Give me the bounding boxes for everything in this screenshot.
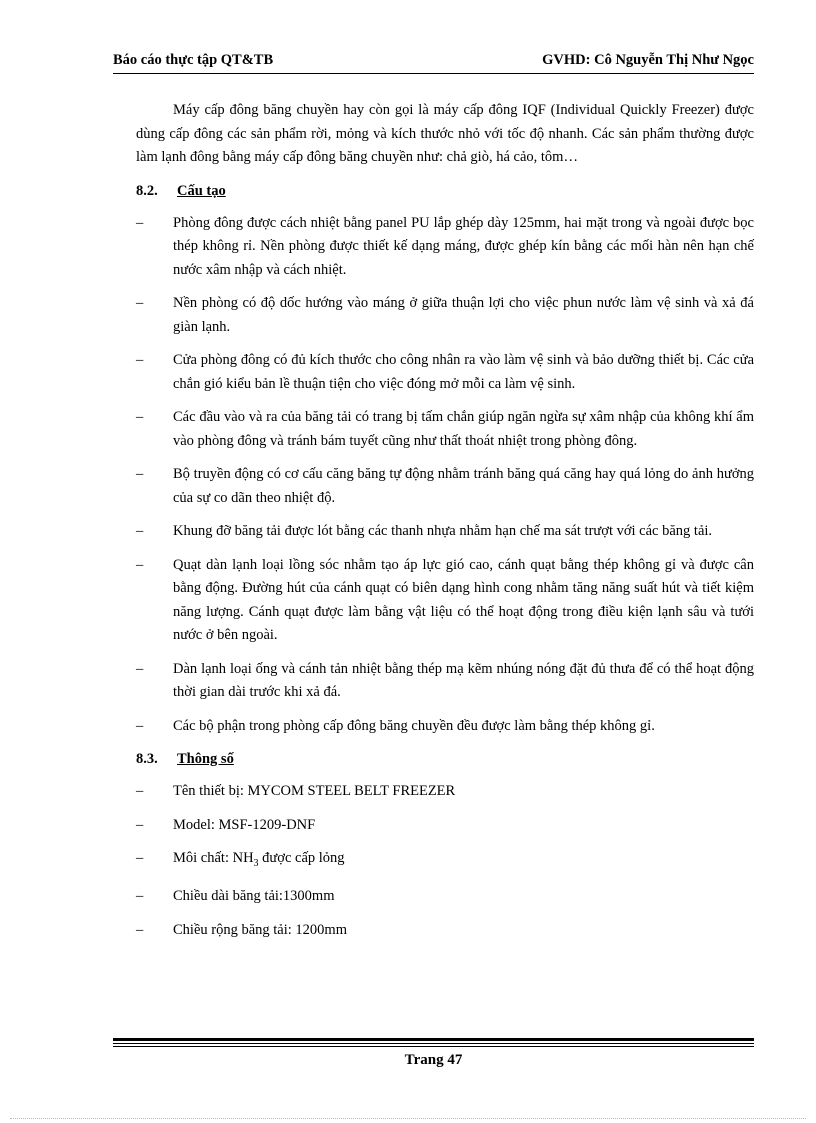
dash-bullet: –: [136, 409, 144, 425]
specs-list: [136, 780, 754, 942]
spec-refrigerant: [136, 847, 754, 875]
page-number: Trang 47: [404, 1052, 463, 1068]
spec-model: [136, 814, 754, 838]
structure-list: [136, 212, 754, 739]
dash-bullet: –: [136, 523, 144, 539]
dash-bullet: –: [136, 556, 144, 573]
list-item: [136, 349, 754, 396]
section-title: Cấu tạo: [177, 182, 226, 199]
dash-bullet: –: [136, 466, 144, 482]
list-item: [136, 406, 754, 453]
dash-bullet: –: [136, 888, 144, 905]
spec-belt-length: [136, 885, 754, 909]
spec-text: Chiều rộng băng tải: 1200mm: [173, 921, 347, 938]
footer-rule-thin: [113, 1043, 754, 1044]
header-report-title: Báo cáo thực tập QT&TB: [113, 52, 274, 68]
dash-bullet: –: [136, 783, 144, 799]
intro-paragraph: Máy cấp đông băng chuyền hay còn gọi là máy cấp đông IQF (Individual Quickly Freezer) được dùng cấp đông các sản phẩm rời, mỏng và kích thước nhỏ với tốc độ nhanh. Các sản phẩm thường được làm lạnh đông bằng máy cấp đông băng chuyền như: chả giò, há cảo, tôm…: [136, 102, 754, 165]
list-item-text: Phòng đông được cách nhiệt bằng panel PU lắp ghép dày 125mm, hai mặt trong và ngoài được bọc thép không rỉ. Nền phòng được thiết kế dạng máng, được ghép kín bằng các mối hàn nên hạn chế nước xâm nhập và cách nhiệt.: [173, 214, 754, 278]
section-number: 8.3.: [136, 751, 158, 767]
page-body: [136, 99, 754, 952]
dash-bullet: –: [136, 295, 144, 311]
header-supervisor: GVHD: Cô Nguyễn Thị Như Ngọc: [542, 52, 754, 68]
spec-belt-width: [136, 919, 754, 943]
spec-text: Model: MSF-1209-DNF: [173, 816, 316, 833]
spec-text: Chiều dài băng tải:1300mm: [173, 888, 335, 905]
section-heading-8-2: [136, 180, 754, 203]
footer-rule-thick: [113, 1038, 754, 1041]
list-item-text: Quạt dàn lạnh loại lồng sóc nhằm tạo áp lực gió cao, cánh quạt bằng thép không gỉ và được cân bằng động. Đường hút của cánh quạt có biên dạng hình cong nhằm tăng năng suất hút và tiết kiệm năng lượng. Cánh quạt được làm bằng vật liệu có thể hoạt động trong điều kiện lạnh sâu và tưới nước ở bên ngoài.: [173, 556, 754, 643]
section-number: 8.2.: [136, 182, 158, 199]
spec-device-name: [136, 780, 754, 804]
dash-bullet: –: [136, 717, 144, 734]
list-item: [136, 715, 754, 739]
spec-text: Môi chất: NH: [173, 850, 254, 866]
dash-bullet: –: [136, 660, 144, 677]
spec-subscript: 3: [253, 857, 259, 869]
spec-text: Tên thiết bị: MYCOM STEEL BELT FREEZER: [173, 783, 456, 799]
list-item-text: Các đầu vào và ra của băng tải có trang bị tấm chắn giúp ngăn ngừa sự xâm nhập của không khí ẩm vào phòng đông và tránh bám tuyết cũng như thất thoát nhiệt trong phòng đông.: [173, 409, 754, 449]
dash-bullet: –: [136, 352, 144, 368]
list-item: [136, 212, 754, 283]
list-item-text: Bộ truyền động có cơ cấu căng băng tự động nhằm tránh băng quá căng hay quá lỏng do ảnh hưởng của sự co dãn theo nhiệt độ.: [173, 466, 754, 506]
dash-bullet: –: [136, 850, 144, 866]
dash-bullet: –: [136, 816, 144, 833]
dash-bullet: –: [136, 214, 144, 231]
list-item: [136, 520, 754, 544]
page-header: [113, 52, 754, 74]
footer-rule-thin: [113, 1046, 754, 1047]
list-item-text: Nền phòng có độ dốc hướng vào máng ở giữa thuận lợi cho việc phun nước làm vệ sinh và xả đá giàn lạnh.: [173, 295, 754, 335]
dash-bullet: –: [136, 921, 144, 938]
section-title: Thông số: [177, 751, 234, 767]
list-item: [136, 658, 754, 705]
section-heading-8-3: [136, 748, 754, 771]
list-item-text: Dàn lạnh loại ống và cánh tản nhiệt bằng thép mạ kẽm nhúng nóng đặt đủ thưa để có thể hoạt động thời gian dài trước khi xả đá.: [173, 660, 754, 700]
list-item-text: Cửa phòng đông có đủ kích thước cho công nhân ra vào làm vệ sinh và bảo dưỡng thiết bị. Các cửa chắn gió kiểu bản lề thuận tiện cho việc đóng mở mỗi ca làm vệ sinh.: [173, 352, 754, 392]
list-item-text: Khung đỡ băng tải được lót bằng các thanh nhựa nhằm hạn chế ma sát trượt với các băng tải.: [173, 523, 713, 539]
list-item: [136, 463, 754, 510]
list-item: [136, 292, 754, 339]
page-bottom-dotted-line: [10, 1118, 806, 1119]
list-item-text: Các bộ phận trong phòng cấp đông băng chuyền đều được làm bằng thép không gỉ.: [173, 717, 655, 734]
header-rule: [113, 73, 754, 74]
list-item: [136, 554, 754, 648]
spec-text: được cấp lỏng: [258, 850, 345, 866]
